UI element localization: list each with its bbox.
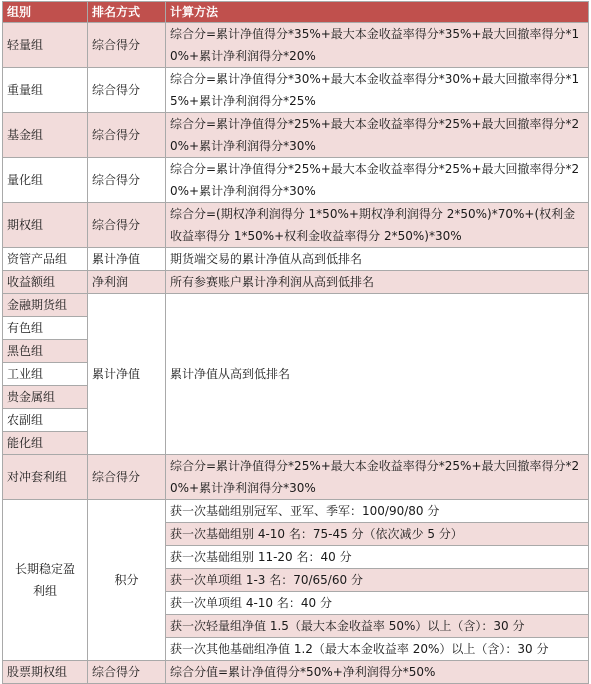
rank-cell: 积分 xyxy=(88,500,166,661)
rank-cell: 综合得分 xyxy=(88,455,166,500)
table-row xyxy=(3,203,589,248)
group-cell: 农副组 xyxy=(3,409,88,432)
method-cell: 综合分值=累计净值得分*50%+净利润得分*50% xyxy=(166,661,589,684)
table-row xyxy=(3,661,589,684)
method-cell: 获一次基础组别 4-10 名：75-45 分（依次减少 5 分） xyxy=(166,523,589,546)
group-cell: 资管产品组 xyxy=(3,248,88,271)
table-row xyxy=(3,500,589,523)
method-cell: 累计净值从高到低排名 xyxy=(166,294,589,455)
table-row xyxy=(3,294,589,317)
group-cell: 能化组 xyxy=(3,432,88,455)
method-cell: 获一次单项组 4-10 名：40 分 xyxy=(166,592,589,615)
group-cell: 量化组 xyxy=(3,158,88,203)
ranking-table xyxy=(2,1,589,684)
table-row xyxy=(3,271,589,294)
group-cell: 金融期货组 xyxy=(3,294,88,317)
rank-cell: 累计净值 xyxy=(88,294,166,455)
method-cell: 综合分=累计净值得分*25%+最大本金收益率得分*25%+最大回撤率得分*20%+累计净利润得分*30% xyxy=(166,455,589,500)
rank-cell: 综合得分 xyxy=(88,203,166,248)
group-cell: 基金组 xyxy=(3,113,88,158)
method-cell: 所有参赛账户累计净利润从高到低排名 xyxy=(166,271,589,294)
group-cell: 长期稳定盈利组 xyxy=(3,500,88,661)
group-cell: 贵金属组 xyxy=(3,386,88,409)
group-cell: 有色组 xyxy=(3,317,88,340)
header-row xyxy=(3,2,589,23)
header-method: 计算方法 xyxy=(166,2,589,23)
group-cell: 股票期权组 xyxy=(3,661,88,684)
table-row xyxy=(3,68,589,113)
method-cell: 期货端交易的累计净值从高到低排名 xyxy=(166,248,589,271)
method-cell: 综合分=(期权净利润得分 1*50%+期权净利润得分 2*50%)*70%+(权利金收益率得分 1*50%+权利金收益率得分 2*50%)*30% xyxy=(166,203,589,248)
table-row xyxy=(3,158,589,203)
method-cell: 综合分=累计净值得分*35%+最大本金收益率得分*35%+最大回撤率得分*10%+累计净利润得分*20% xyxy=(166,23,589,68)
method-cell: 获一次单项组 1-3 名：70/65/60 分 xyxy=(166,569,589,592)
group-cell: 黑色组 xyxy=(3,340,88,363)
header-group: 组别 xyxy=(3,2,88,23)
method-cell: 获一次轻量组净值 1.5（最大本金收益率 50%）以上（含）：30 分 xyxy=(166,615,589,638)
table-row xyxy=(3,455,589,500)
method-cell: 综合分=累计净值得分*25%+最大本金收益率得分*25%+最大回撤率得分*20%+累计净利润得分*30% xyxy=(166,113,589,158)
group-cell: 对冲套利组 xyxy=(3,455,88,500)
rank-cell: 累计净值 xyxy=(88,248,166,271)
rank-cell: 净利润 xyxy=(88,271,166,294)
group-cell: 重量组 xyxy=(3,68,88,113)
rank-cell: 综合得分 xyxy=(88,661,166,684)
method-cell: 综合分=累计净值得分*30%+最大本金收益率得分*30%+最大回撤率得分*15%+累计净利润得分*25% xyxy=(166,68,589,113)
method-cell: 获一次基础组别冠军、亚军、季军：100/90/80 分 xyxy=(166,500,589,523)
group-cell: 工业组 xyxy=(3,363,88,386)
method-cell: 综合分=累计净值得分*25%+最大本金收益率得分*25%+最大回撤率得分*20%+累计净利润得分*30% xyxy=(166,158,589,203)
table-row xyxy=(3,113,589,158)
header-rank: 排名方式 xyxy=(88,2,166,23)
method-cell: 获一次其他基础组净值 1.2（最大本金收益率 20%）以上（含）：30 分 xyxy=(166,638,589,661)
table-row xyxy=(3,23,589,68)
rank-cell: 综合得分 xyxy=(88,113,166,158)
method-cell: 获一次基础组别 11-20 名：40 分 xyxy=(166,546,589,569)
rank-cell: 综合得分 xyxy=(88,158,166,203)
rank-cell: 综合得分 xyxy=(88,23,166,68)
group-cell: 期权组 xyxy=(3,203,88,248)
group-cell: 轻量组 xyxy=(3,23,88,68)
group-cell: 收益额组 xyxy=(3,271,88,294)
rank-cell: 综合得分 xyxy=(88,68,166,113)
table-row xyxy=(3,248,589,271)
